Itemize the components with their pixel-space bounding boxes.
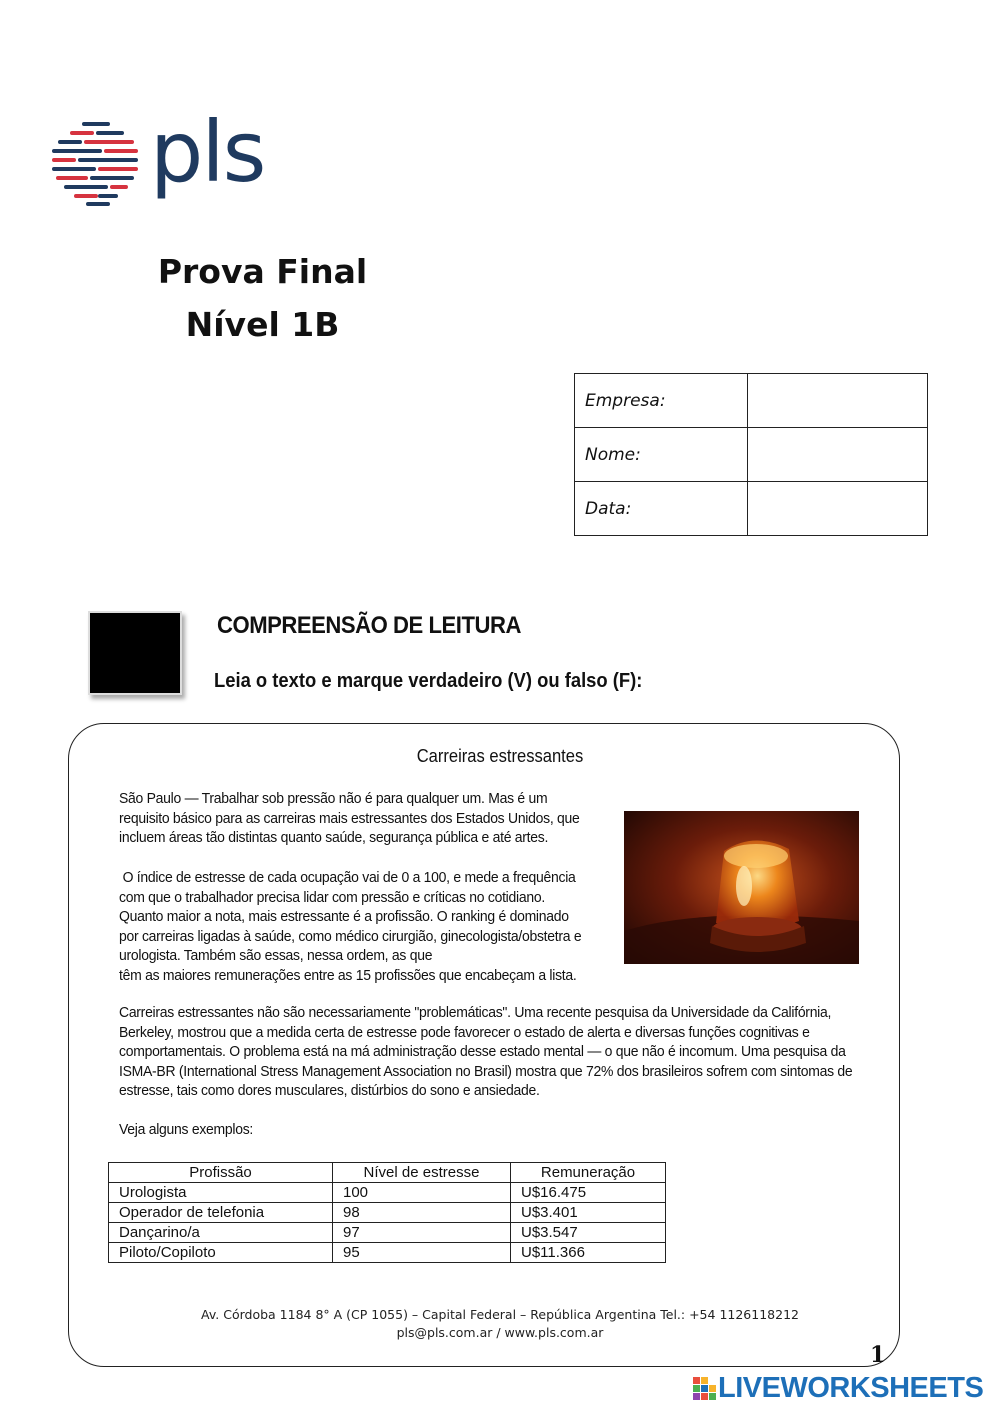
logo-text: pls [150,103,265,201]
siren-photo [624,811,859,964]
footer-contact: pls@pls.com.ar / www.pls.com.ar [396,1325,604,1340]
paragraph-line: incluem áreas tão distintas quanto saúde, segurança pública e até artes. [119,829,549,846]
company-label: Empresa: [575,374,748,428]
liveworksheets-watermark[interactable]: LIVEWORKSHEETS [718,1372,984,1404]
profession-cell: Operador de telefonia [109,1203,333,1223]
article-paragraph-3 [119,1003,883,1101]
careers-table [108,1162,666,1263]
table-row [109,1203,666,1223]
section-icon-box [88,611,182,695]
salary-cell: U$16.475 [511,1183,666,1203]
table-row [109,1243,666,1263]
salary-cell: U$11.366 [511,1243,666,1263]
company-field[interactable] [748,374,928,428]
stress-cell: 95 [333,1243,511,1263]
paragraph-line: requisito básico para as carreiras mais estressantes dos Estados Unidos, que [119,809,580,827]
pls-logo [50,103,280,210]
info-row-name [575,428,928,482]
table-header-row [109,1163,666,1183]
date-field[interactable] [748,482,928,536]
liveworksheets-logo-icon [693,1377,717,1401]
siren-light-icon [624,811,859,964]
section-instruction: Leia o texto e marque verdadeiro (V) ou falso (F): [214,670,643,692]
stress-cell: 100 [333,1183,511,1203]
info-row-date [575,482,928,536]
stress-cell: 98 [333,1203,511,1223]
footer-address: Av. Córdoba 1184 8° A (CP 1055) – Capital Federal – República Argentina Tel.: +54 1126118212 [201,1307,799,1322]
salary-cell: U$3.547 [511,1223,666,1243]
paragraph-line: urologista. Também são essas, nessa ordem, as que [119,947,433,964]
name-field[interactable] [748,428,928,482]
paragraph-line: O índice de estresse de cada ocupação vai de 0 a 100, e mede a frequência [119,869,576,886]
name-label: Nome: [575,428,748,482]
paragraph-line: Carreiras estressantes não são necessariamente "problemáticas". Uma recente pesquisa da Universidade da Califórnia, [119,1004,832,1021]
page-number: 1 [870,1342,886,1368]
profession-cell: Dançarino/a [109,1223,333,1243]
salary-cell: U$3.401 [511,1203,666,1223]
table-row [109,1183,666,1203]
article-paragraph-1 [119,789,597,848]
article-paragraph-2 [119,868,597,985]
info-row-company [575,374,928,428]
paragraph-line: por carreiras ligadas à saúde, como médico cirurgião, ginecologista/obstetra e [119,927,582,945]
paragraph-line: comportamentais. O problema está na má administração desse estado mental — o que não é incomum. Uma pesquisa da [119,1043,846,1060]
stress-cell: 97 [333,1223,511,1243]
profession-cell: Piloto/Copiloto [109,1243,333,1263]
table-row [109,1223,666,1243]
column-header-stress: Nível de estresse [333,1163,511,1183]
paragraph-line: São Paulo — Trabalhar sob pressão não é para qualquer um. Mas é um [119,790,548,807]
paragraph-line: estresse, tais como dores musculares, distúrbios do sono e ansiedade. [119,1082,540,1099]
student-info-table [574,373,928,536]
section-title: COMPREENSÃO DE LEITURA [217,612,521,639]
paragraph-line: com que o trabalhador precisa lidar com pressão e críticas no cotidiano. [119,888,545,906]
article-title: Carreiras estressantes [416,746,584,766]
examples-intro: Veja alguns exemplos: [119,1121,254,1138]
page-subtitle: Nível 1B [185,305,340,344]
profession-cell: Urologista [109,1183,333,1203]
paragraph-line: ISMA-BR (International Stress Management Association no Brasil) mostra que 72% dos brasileiros sofrem com sintomas de [119,1062,853,1080]
paragraph-line: têm as maiores remunerações entre as 15 profissões que encabeçam a lista. [119,966,577,984]
date-label: Data: [575,482,748,536]
column-header-salary: Remuneração [511,1163,666,1183]
page-title: Prova Final [157,252,368,291]
paragraph-line: Quanto maior a nota, mais estressante é a profissão. O ranking é dominado [119,908,569,925]
paragraph-line: Berkeley, mostrou que a medida certa de estresse pode favorecer o estado de alerta e diversas funções cognitivas e [119,1023,810,1041]
column-header-profession: Profissão [109,1163,333,1183]
pls-logo-lines-icon [50,118,142,210]
